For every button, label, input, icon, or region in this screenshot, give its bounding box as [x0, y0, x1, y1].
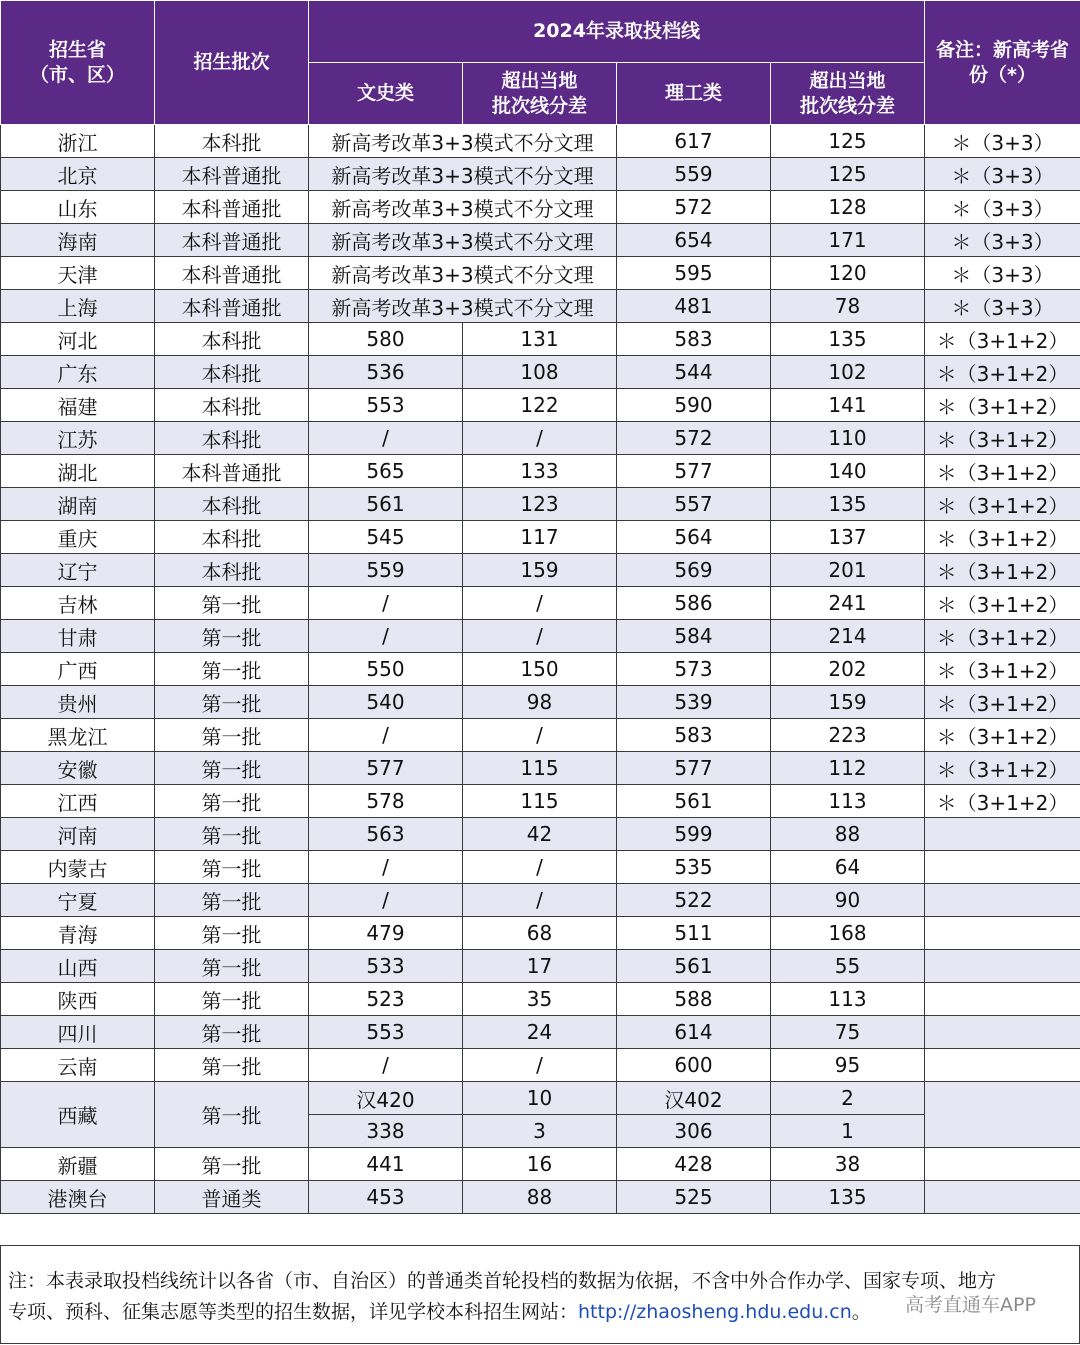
province-cell: 广东 — [1, 356, 155, 389]
note-cell — [925, 1016, 1080, 1049]
ligong-diff-cell: 223 — [771, 719, 925, 752]
province-cell: 北京 — [1, 158, 155, 191]
ligong-score-cell: 306 — [617, 1115, 771, 1148]
ligong-score-cell: 577 — [617, 752, 771, 785]
wenshi-diff-cell: 123 — [463, 488, 617, 521]
ligong-score-cell: 544 — [617, 356, 771, 389]
province-cell: 广西 — [1, 653, 155, 686]
ligong-score-cell: 561 — [617, 785, 771, 818]
batch-cell: 第一批 — [155, 653, 309, 686]
ligong-diff-cell: 135 — [771, 323, 925, 356]
table-row — [1, 455, 1080, 488]
ligong-diff-cell: 88 — [771, 818, 925, 851]
table-row — [1, 1148, 1080, 1181]
wenshi-diff-cell: 3 — [463, 1115, 617, 1148]
ligong-diff-cell: 75 — [771, 1016, 925, 1049]
wenshi-diff-cell: / — [463, 1049, 617, 1082]
note-cell — [925, 851, 1080, 884]
table-row — [1, 884, 1080, 917]
ligong-diff-cell: 112 — [771, 752, 925, 785]
note-cell: ＊（3+1+2） — [925, 488, 1080, 521]
wenshi-diff-cell: 35 — [463, 983, 617, 1016]
note-cell — [925, 917, 1080, 950]
ligong-diff-cell: 135 — [771, 1181, 925, 1214]
province-cell: 港澳台 — [1, 1181, 155, 1214]
table-header — [1, 1, 1080, 125]
note-cell — [925, 1082, 1080, 1148]
note-cell — [925, 1148, 1080, 1181]
province-cell: 四川 — [1, 1016, 155, 1049]
merged-no-split-cell: 新高考改革3+3模式不分文理 — [309, 224, 617, 257]
note-cell — [925, 1049, 1080, 1082]
header-note: 备注：新高考省 份（*） — [925, 1, 1080, 125]
note-cell: ＊（3+1+2） — [925, 653, 1080, 686]
wenshi-diff-cell: 108 — [463, 356, 617, 389]
wenshi-diff-cell: 68 — [463, 917, 617, 950]
header-wenshi: 文史类 — [309, 63, 463, 125]
wenshi-score-cell: 578 — [309, 785, 463, 818]
table-row — [1, 653, 1080, 686]
batch-cell: 第一批 — [155, 851, 309, 884]
ligong-diff-cell: 140 — [771, 455, 925, 488]
wenshi-score-cell: 580 — [309, 323, 463, 356]
ligong-score-cell: 595 — [617, 257, 771, 290]
merged-no-split-cell: 新高考改革3+3模式不分文理 — [309, 290, 617, 323]
province-cell: 宁夏 — [1, 884, 155, 917]
batch-cell: 本科批 — [155, 356, 309, 389]
wenshi-score-cell: 536 — [309, 356, 463, 389]
footnote: 注：本表录取投档线统计以各省（市、自治区）的普通类首轮投档的数据为依据，不含中外合作办学、国家专项、地方 专项、预科、征集志愿等类型的招生数据，详见学校本科招生网站：http://zhaosheng.hdu.edu.cn。 — [0, 1245, 1080, 1344]
wenshi-score-cell: / — [309, 719, 463, 752]
batch-cell: 本科普通批 — [155, 290, 309, 323]
batch-cell: 本科批 — [155, 554, 309, 587]
note-cell — [925, 950, 1080, 983]
ligong-score-cell: 561 — [617, 950, 771, 983]
wenshi-diff-cell: 42 — [463, 818, 617, 851]
province-cell: 河北 — [1, 323, 155, 356]
note-cell: ＊（3+1+2） — [925, 422, 1080, 455]
wenshi-score-cell: 550 — [309, 653, 463, 686]
ligong-score-cell: 535 — [617, 851, 771, 884]
province-cell: 海南 — [1, 224, 155, 257]
note-cell: ＊（3+1+2） — [925, 752, 1080, 785]
table-row — [1, 1082, 1080, 1115]
ligong-diff-cell: 110 — [771, 422, 925, 455]
wenshi-score-cell: 553 — [309, 1016, 463, 1049]
province-cell: 西藏 — [1, 1082, 155, 1148]
wenshi-diff-cell: / — [463, 851, 617, 884]
province-cell: 吉林 — [1, 587, 155, 620]
table-body — [1, 125, 1080, 1214]
ligong-diff-cell: 214 — [771, 620, 925, 653]
wenshi-diff-cell: 98 — [463, 686, 617, 719]
ligong-diff-cell: 241 — [771, 587, 925, 620]
table-row — [1, 125, 1080, 158]
batch-cell: 第一批 — [155, 884, 309, 917]
wenshi-diff-cell: 24 — [463, 1016, 617, 1049]
table-row — [1, 224, 1080, 257]
ligong-diff-cell: 128 — [771, 191, 925, 224]
batch-cell: 第一批 — [155, 1049, 309, 1082]
wenshi-score-cell: 479 — [309, 917, 463, 950]
ligong-score-cell: 564 — [617, 521, 771, 554]
note-cell: ＊（3+3） — [925, 191, 1080, 224]
batch-cell: 普通类 — [155, 1181, 309, 1214]
ligong-diff-cell: 125 — [771, 158, 925, 191]
province-cell: 辽宁 — [1, 554, 155, 587]
wenshi-diff-cell: 10 — [463, 1082, 617, 1115]
admissions-website-link[interactable]: http://zhaosheng.hdu.edu.cn — [578, 1301, 852, 1323]
table-row — [1, 323, 1080, 356]
ligong-diff-cell: 171 — [771, 224, 925, 257]
ligong-score-cell: 522 — [617, 884, 771, 917]
province-cell: 天津 — [1, 257, 155, 290]
table-row — [1, 1181, 1080, 1214]
note-cell: ＊（3+3） — [925, 125, 1080, 158]
ligong-diff-cell: 78 — [771, 290, 925, 323]
merged-no-split-cell: 新高考改革3+3模式不分文理 — [309, 257, 617, 290]
table-row — [1, 917, 1080, 950]
wenshi-score-cell: 563 — [309, 818, 463, 851]
batch-cell: 第一批 — [155, 686, 309, 719]
ligong-diff-cell: 141 — [771, 389, 925, 422]
note-cell: ＊（3+1+2） — [925, 521, 1080, 554]
merged-no-split-cell: 新高考改革3+3模式不分文理 — [309, 191, 617, 224]
ligong-score-cell: 584 — [617, 620, 771, 653]
province-cell: 江苏 — [1, 422, 155, 455]
ligong-diff-cell: 125 — [771, 125, 925, 158]
header-diff-ligong: 超出当地 批次线分差 — [771, 63, 925, 125]
table-row — [1, 851, 1080, 884]
province-cell: 上海 — [1, 290, 155, 323]
ligong-diff-cell: 1 — [771, 1115, 925, 1148]
batch-cell: 第一批 — [155, 785, 309, 818]
table-row — [1, 719, 1080, 752]
note-cell: ＊（3+1+2） — [925, 554, 1080, 587]
note-cell: ＊（3+3） — [925, 290, 1080, 323]
ligong-score-cell: 511 — [617, 917, 771, 950]
wenshi-diff-cell: / — [463, 719, 617, 752]
wenshi-diff-cell: 150 — [463, 653, 617, 686]
batch-cell: 第一批 — [155, 620, 309, 653]
batch-cell: 本科普通批 — [155, 257, 309, 290]
note-cell: ＊（3+3） — [925, 158, 1080, 191]
note-cell: ＊（3+1+2） — [925, 389, 1080, 422]
wenshi-score-cell: 533 — [309, 950, 463, 983]
ligong-diff-cell: 120 — [771, 257, 925, 290]
ligong-score-cell: 557 — [617, 488, 771, 521]
batch-cell: 第一批 — [155, 950, 309, 983]
note-cell: ＊（3+1+2） — [925, 455, 1080, 488]
province-cell: 青海 — [1, 917, 155, 950]
ligong-score-cell: 573 — [617, 653, 771, 686]
province-cell: 江西 — [1, 785, 155, 818]
table-row — [1, 389, 1080, 422]
province-cell: 新疆 — [1, 1148, 155, 1181]
ligong-score-cell: 599 — [617, 818, 771, 851]
ligong-diff-cell: 201 — [771, 554, 925, 587]
ligong-score-cell: 汉402 — [617, 1082, 771, 1115]
wenshi-diff-cell: / — [463, 884, 617, 917]
note-cell: ＊（3+1+2） — [925, 587, 1080, 620]
province-cell: 重庆 — [1, 521, 155, 554]
wenshi-diff-cell: 159 — [463, 554, 617, 587]
ligong-diff-cell: 95 — [771, 1049, 925, 1082]
batch-cell: 第一批 — [155, 917, 309, 950]
wenshi-score-cell: 553 — [309, 389, 463, 422]
batch-cell: 本科普通批 — [155, 224, 309, 257]
batch-cell: 第一批 — [155, 818, 309, 851]
wenshi-score-cell: 561 — [309, 488, 463, 521]
ligong-score-cell: 583 — [617, 323, 771, 356]
ligong-score-cell: 590 — [617, 389, 771, 422]
table-row — [1, 521, 1080, 554]
wenshi-diff-cell: 16 — [463, 1148, 617, 1181]
batch-cell: 本科批 — [155, 422, 309, 455]
ligong-score-cell: 572 — [617, 191, 771, 224]
wenshi-score-cell: / — [309, 422, 463, 455]
ligong-score-cell: 539 — [617, 686, 771, 719]
ligong-diff-cell: 64 — [771, 851, 925, 884]
batch-cell: 第一批 — [155, 1148, 309, 1181]
watermark-text: 高考直通车APP — [905, 1294, 1036, 1316]
province-cell: 黑龙江 — [1, 719, 155, 752]
table-row — [1, 983, 1080, 1016]
ligong-diff-cell: 159 — [771, 686, 925, 719]
note-cell — [925, 1181, 1080, 1214]
wenshi-score-cell: / — [309, 884, 463, 917]
ligong-score-cell: 572 — [617, 422, 771, 455]
table-row — [1, 620, 1080, 653]
header-ligong: 理工类 — [617, 63, 771, 125]
province-cell: 浙江 — [1, 125, 155, 158]
ligong-score-cell: 481 — [617, 290, 771, 323]
batch-cell: 本科普通批 — [155, 191, 309, 224]
batch-cell: 第一批 — [155, 1016, 309, 1049]
batch-cell: 本科普通批 — [155, 158, 309, 191]
wenshi-diff-cell: 133 — [463, 455, 617, 488]
wenshi-diff-cell: 117 — [463, 521, 617, 554]
province-cell: 陕西 — [1, 983, 155, 1016]
wenshi-diff-cell: 115 — [463, 752, 617, 785]
province-cell: 山东 — [1, 191, 155, 224]
table-row — [1, 488, 1080, 521]
province-cell: 云南 — [1, 1049, 155, 1082]
wenshi-score-cell: 565 — [309, 455, 463, 488]
batch-cell: 本科普通批 — [155, 455, 309, 488]
wenshi-score-cell: 汉420 — [309, 1082, 463, 1115]
merged-no-split-cell: 新高考改革3+3模式不分文理 — [309, 158, 617, 191]
batch-cell: 第一批 — [155, 752, 309, 785]
wenshi-score-cell: 441 — [309, 1148, 463, 1181]
table-row — [1, 1049, 1080, 1082]
ligong-score-cell: 600 — [617, 1049, 771, 1082]
wenshi-diff-cell: 131 — [463, 323, 617, 356]
wenshi-diff-cell: 88 — [463, 1181, 617, 1214]
note-cell: ＊（3+1+2） — [925, 356, 1080, 389]
header-group-title: 2024年录取投档线 — [309, 1, 925, 63]
batch-cell: 本科批 — [155, 521, 309, 554]
ligong-diff-cell: 2 — [771, 1082, 925, 1115]
note-cell: ＊（3+1+2） — [925, 785, 1080, 818]
province-cell: 安徽 — [1, 752, 155, 785]
note-cell: ＊（3+1+2） — [925, 686, 1080, 719]
wenshi-score-cell: 523 — [309, 983, 463, 1016]
note-cell: ＊（3+1+2） — [925, 719, 1080, 752]
table-row — [1, 554, 1080, 587]
province-cell: 甘肃 — [1, 620, 155, 653]
wenshi-diff-cell: / — [463, 422, 617, 455]
ligong-score-cell: 614 — [617, 1016, 771, 1049]
header-province: 招生省 （市、区） — [1, 1, 155, 125]
ligong-score-cell: 654 — [617, 224, 771, 257]
table-row — [1, 191, 1080, 224]
ligong-score-cell: 617 — [617, 125, 771, 158]
batch-cell: 第一批 — [155, 983, 309, 1016]
ligong-diff-cell: 113 — [771, 785, 925, 818]
wenshi-score-cell: / — [309, 1049, 463, 1082]
ligong-score-cell: 577 — [617, 455, 771, 488]
ligong-diff-cell: 90 — [771, 884, 925, 917]
batch-cell: 本科批 — [155, 488, 309, 521]
batch-cell: 第一批 — [155, 1082, 309, 1148]
footnote-line2: 专项、预科、征集志愿等类型的招生数据，详见学校本科招生网站： — [8, 1301, 579, 1323]
table-row — [1, 422, 1080, 455]
table-row — [1, 158, 1080, 191]
province-cell: 湖南 — [1, 488, 155, 521]
batch-cell: 本科批 — [155, 323, 309, 356]
table-row — [1, 818, 1080, 851]
merged-no-split-cell: 新高考改革3+3模式不分文理 — [309, 125, 617, 158]
ligong-diff-cell: 38 — [771, 1148, 925, 1181]
header-diff-wenshi: 超出当地 批次线分差 — [463, 63, 617, 125]
note-cell: ＊（3+1+2） — [925, 323, 1080, 356]
wenshi-score-cell: 545 — [309, 521, 463, 554]
wenshi-score-cell: 577 — [309, 752, 463, 785]
ligong-score-cell: 428 — [617, 1148, 771, 1181]
wenshi-diff-cell: 115 — [463, 785, 617, 818]
table-row — [1, 257, 1080, 290]
footnote-line1: 注：本表录取投档线统计以各省（市、自治区）的普通类首轮投档的数据为依据，不含中外合作办学、国家专项、地方 — [8, 1270, 997, 1292]
wenshi-diff-cell: / — [463, 587, 617, 620]
wenshi-diff-cell: 122 — [463, 389, 617, 422]
header-batch: 招生批次 — [155, 1, 309, 125]
ligong-diff-cell: 102 — [771, 356, 925, 389]
province-cell: 贵州 — [1, 686, 155, 719]
province-cell: 湖北 — [1, 455, 155, 488]
table-row — [1, 290, 1080, 323]
wenshi-score-cell: / — [309, 851, 463, 884]
note-cell — [925, 983, 1080, 1016]
wenshi-score-cell: / — [309, 587, 463, 620]
note-cell — [925, 884, 1080, 917]
wenshi-diff-cell: 17 — [463, 950, 617, 983]
table-row — [1, 752, 1080, 785]
ligong-diff-cell: 113 — [771, 983, 925, 1016]
province-cell: 内蒙古 — [1, 851, 155, 884]
table-row — [1, 686, 1080, 719]
ligong-score-cell: 583 — [617, 719, 771, 752]
ligong-diff-cell: 137 — [771, 521, 925, 554]
batch-cell: 第一批 — [155, 587, 309, 620]
note-cell: ＊（3+3） — [925, 224, 1080, 257]
batch-cell: 本科批 — [155, 125, 309, 158]
note-cell: ＊（3+1+2） — [925, 620, 1080, 653]
wenshi-score-cell: 559 — [309, 554, 463, 587]
wenshi-score-cell: 338 — [309, 1115, 463, 1148]
wenshi-score-cell: / — [309, 620, 463, 653]
ligong-diff-cell: 202 — [771, 653, 925, 686]
ligong-diff-cell: 168 — [771, 917, 925, 950]
note-cell: ＊（3+3） — [925, 257, 1080, 290]
wenshi-diff-cell: / — [463, 620, 617, 653]
wenshi-score-cell: 540 — [309, 686, 463, 719]
ligong-score-cell: 586 — [617, 587, 771, 620]
table-row — [1, 356, 1080, 389]
province-cell: 山西 — [1, 950, 155, 983]
table-row — [1, 587, 1080, 620]
note-cell — [925, 818, 1080, 851]
ligong-score-cell: 559 — [617, 158, 771, 191]
ligong-diff-cell: 55 — [771, 950, 925, 983]
ligong-score-cell: 588 — [617, 983, 771, 1016]
ligong-score-cell: 525 — [617, 1181, 771, 1214]
wenshi-score-cell: 453 — [309, 1181, 463, 1214]
ligong-score-cell: 569 — [617, 554, 771, 587]
province-cell: 福建 — [1, 389, 155, 422]
table-row — [1, 950, 1080, 983]
ligong-diff-cell: 135 — [771, 488, 925, 521]
table-row — [1, 785, 1080, 818]
batch-cell: 第一批 — [155, 719, 309, 752]
batch-cell: 本科批 — [155, 389, 309, 422]
table-row — [1, 1016, 1080, 1049]
province-cell: 河南 — [1, 818, 155, 851]
